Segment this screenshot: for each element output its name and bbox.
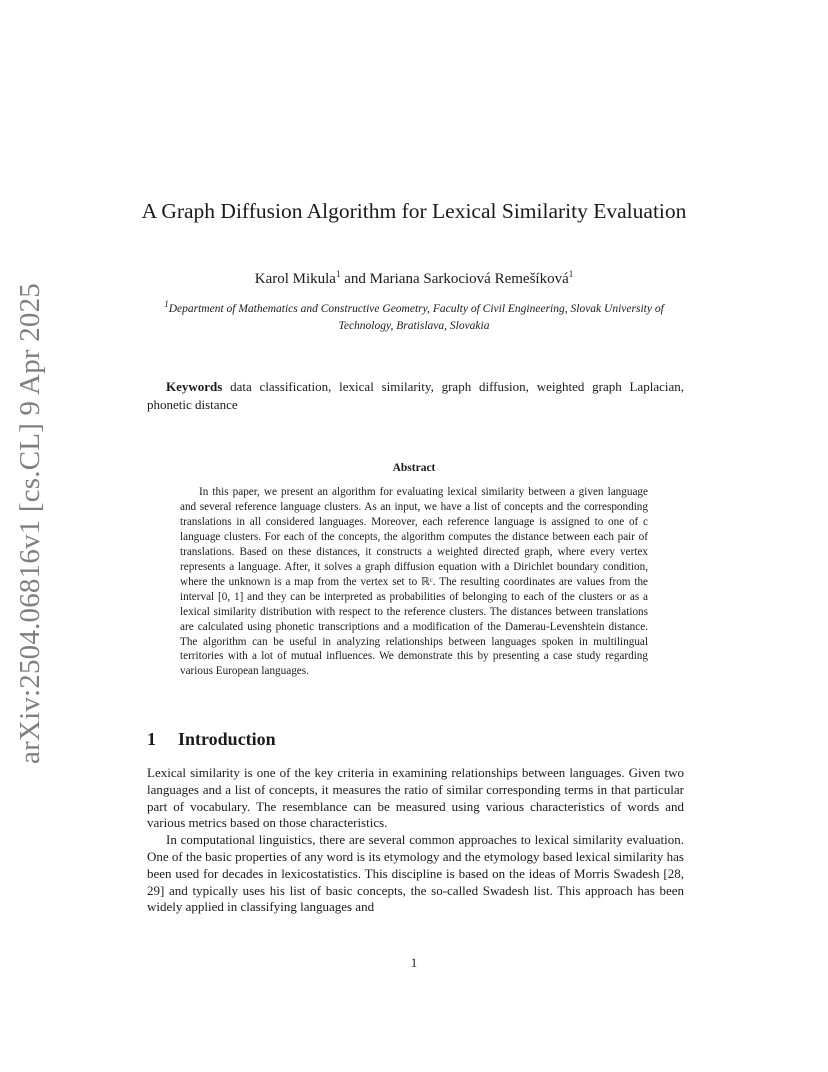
affiliation-text: Department of Mathematics and Constructive Geometry, Faculty of Civil Engineering, Slovak University of Technology, Bratislava, Slovakia <box>168 303 664 332</box>
body-paragraph: In computational linguistics, there are several common approaches to lexical similarity evaluation. One of the basic properties of any word is its etymology and the etymology based lexical similarity has been used for decades in lexicostatistics. This discipline is based on the ideas of Morris Swadesh [28, 29] and typically uses his list of basic concepts, the so-called Swadesh list. This approach has been widely applied in classifying languages and <box>147 832 684 915</box>
author-line <box>140 269 688 289</box>
author-name: Mariana Sarkociová Remešíková <box>369 271 569 287</box>
arxiv-identifier-text: arXiv:2504.06816v1 [cs.CL] 9 Apr 2025 <box>13 282 46 764</box>
affiliation-mark: 1 <box>568 269 574 279</box>
abstract-text: In this paper, we present an algorithm for evaluating lexical similarity between a given language and several reference language clusters. As an input, we have a list of concepts and the corresponding translations in all considered languages. Moreover, each reference language is assigned to one of c language clusters. For each of the concepts, the algorithm computes the distance between each pair of translations. Based on these distances, it constructs a weighted directed graph, where every vertex represents a language. After, it solves a graph diffusion equation with a Dirichlet boundary condition, where the unknown is a map from the vertex set to ℝᶜ. The resulting coordinates are values from the interval [0, 1] and they can be interpreted as probabilities of belonging to each of the clusters or as a lexical similarity distribution with respect to the reference clusters. The distances between translations are calculated using phonetic transcriptions and a modification of the Damerau-Levenshtein distance. The algorithm can be useful in analyzing relationships between languages spoken in multilingual territories with a lot of mutual influences. We demonstrate this by presenting a case study regarding various European languages. <box>180 486 648 678</box>
section-heading <box>147 729 276 750</box>
affiliation-mark: 1 <box>164 299 169 310</box>
keywords-text: data classification, lexical similarity, graph diffusion, weighted graph Laplacian, phonetic distance <box>147 379 684 412</box>
page-number: 1 <box>410 955 418 970</box>
author-separator: and <box>340 271 370 287</box>
author-name: Karol Mikula <box>254 271 336 287</box>
section-body <box>147 765 684 916</box>
body-paragraph: Lexical similarity is one of the key criteria in examining relationships between languages. Given two languages and a list of concepts, it measures the ratio of similar corresponding terms in that particular part of vocabulary. The resemblance can be measured using various characteristics of words and various metrics based on those characteristics. <box>147 765 684 831</box>
section-title: Introduction <box>178 729 276 749</box>
affiliation <box>150 301 678 335</box>
arxiv-identifier-stamp <box>4 282 56 764</box>
affiliation-mark: 1 <box>335 269 341 279</box>
abstract-heading: Abstract <box>392 462 436 474</box>
paper-title: A Graph Diffusion Algorithm for Lexical Similarity Evaluation <box>141 199 687 223</box>
section-number: 1 <box>147 729 156 749</box>
keywords-label: Keywords <box>166 379 223 394</box>
keywords-block <box>147 378 684 414</box>
